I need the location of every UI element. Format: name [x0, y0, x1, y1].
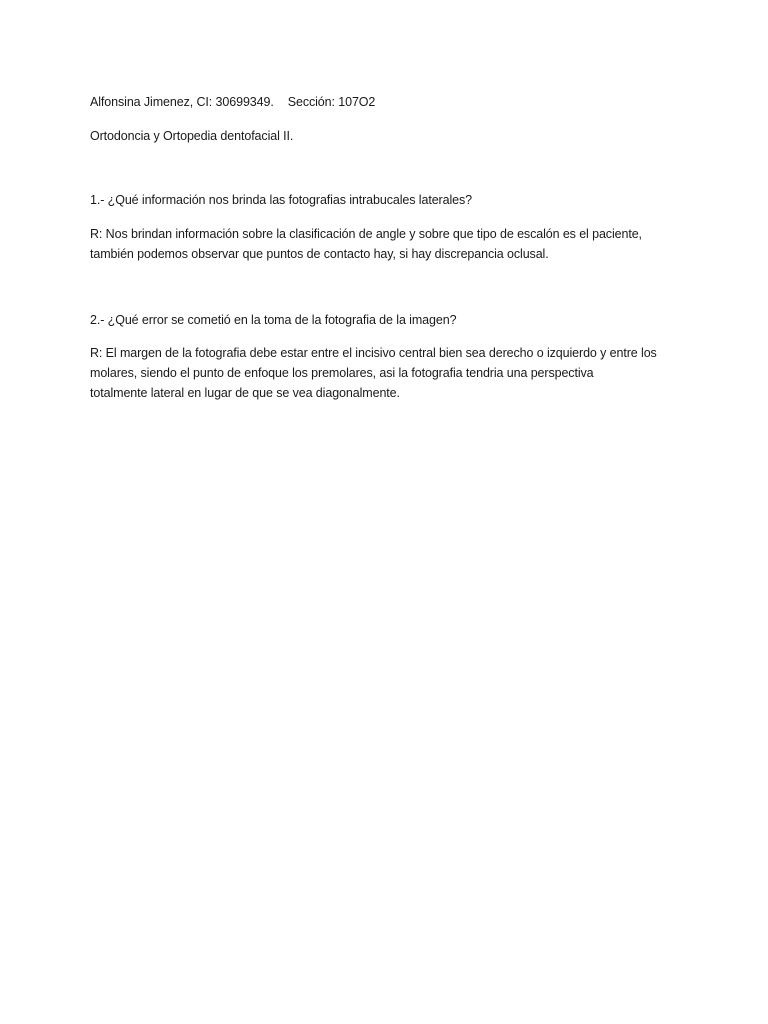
answer-2-line-3: totalmente lateral en lugar de que se vea diagonalmente. — [90, 386, 400, 400]
answer-1-line-2: también podemos observar que puntos de contacto hay, si hay discrepancia oclusal. — [90, 247, 549, 261]
question-1: 1.- ¿Qué información nos brinda las fotografias intrabucales laterales? — [90, 193, 472, 207]
answer-1 — [90, 224, 690, 264]
student-name: Alfonsina Jimenez, CI: 30699349. — [90, 95, 274, 109]
course-title: Ortodoncia y Ortopedia dentofacial II. — [90, 129, 294, 143]
answer-2 — [90, 343, 690, 403]
section-label: Sección: 107O2 — [287, 95, 376, 109]
answer-1-line-1: R: Nos brindan información sobre la clasificación de angle y sobre que tipo de escalón es el paciente, — [90, 227, 642, 241]
answer-2-line-2: molares, siendo el punto de enfoque los premolares, asi la fotografia tendria una perspectiva — [90, 366, 594, 380]
answer-2-line-1: R: El margen de la fotografia debe estar entre el incisivo central bien sea derecho o izquierdo y entre los — [90, 346, 657, 360]
student-info-line — [90, 92, 375, 112]
question-2: 2.- ¿Qué error se cometió en la toma de la fotografia de la imagen? — [90, 313, 457, 327]
